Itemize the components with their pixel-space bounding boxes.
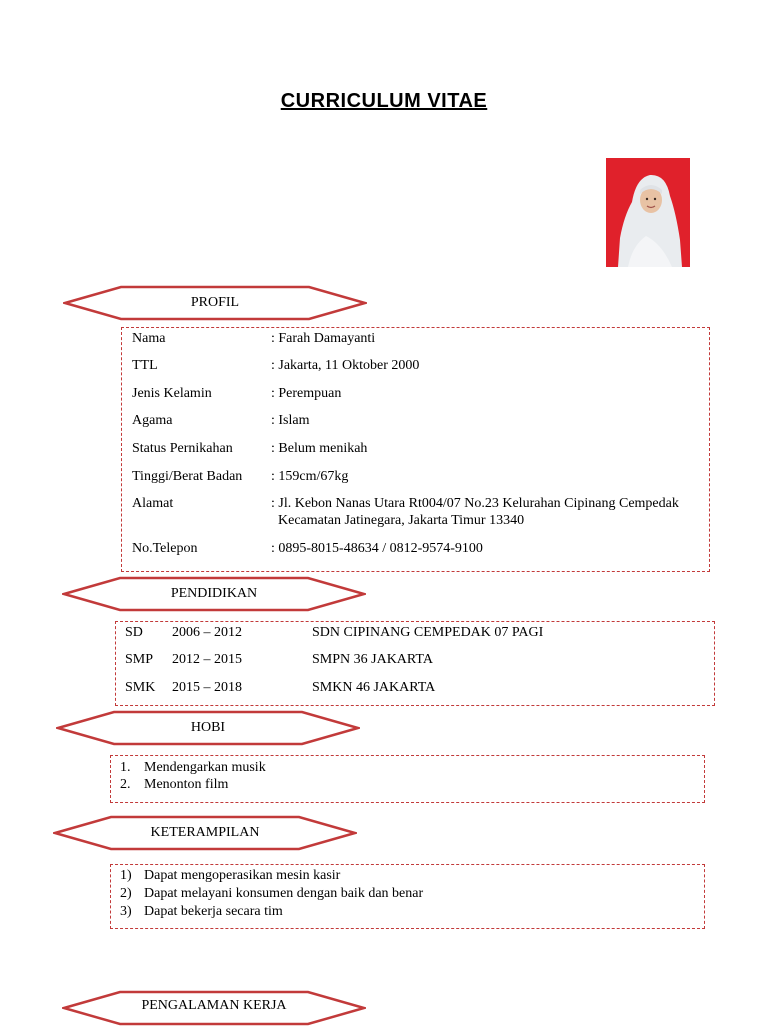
list-number: 2)	[120, 886, 132, 901]
section-banner-profil	[63, 285, 367, 321]
value-jenis-kelamin: : Perempuan	[271, 386, 342, 401]
education-level: SMK	[125, 680, 156, 695]
hobby-text: Menonton film	[144, 777, 229, 792]
section-banner-pengalaman-kerja	[62, 990, 366, 1026]
portrait-photo	[606, 158, 690, 267]
list-number: 1)	[120, 868, 132, 883]
value-nama: : Farah Damayanti	[271, 331, 376, 346]
education-school: SMKN 46 JAKARTA	[312, 680, 436, 695]
education-years: 2015 – 2018	[172, 680, 242, 695]
section-banner-keterampilan	[53, 815, 357, 851]
hobby-text: Mendengarkan musik	[144, 760, 266, 775]
list-number: 1.	[120, 760, 131, 775]
section-title-profil: PROFIL	[190, 295, 240, 310]
education-level: SMP	[125, 652, 154, 667]
value-agama: : Islam	[271, 413, 310, 428]
label-ttl: TTL	[132, 358, 158, 373]
value-ttl: : Jakarta, 11 Oktober 2000	[271, 358, 420, 373]
list-number: 2.	[120, 777, 131, 792]
skill-text: Dapat melayani konsumen dengan baik dan benar	[144, 886, 424, 901]
label-tinggi-berat: Tinggi/Berat Badan	[132, 469, 243, 484]
skill-text: Dapat mengoperasikan mesin kasir	[144, 868, 341, 883]
label-nama: Nama	[132, 331, 166, 346]
section-title-hobi: HOBI	[190, 720, 226, 735]
skill-text: Dapat bekerja secara tim	[144, 904, 283, 919]
page-title: CURRICULUM VITAE	[280, 90, 488, 112]
section-banner-hobi	[56, 710, 360, 746]
value-alamat: : Jl. Kebon Nanas Utara Rt004/07 No.23 Kelurahan Cipinang Cempedak	[271, 496, 679, 511]
section-title-pengalaman-kerja: PENGALAMAN KERJA	[141, 998, 287, 1013]
education-level: SD	[125, 625, 143, 640]
section-title-pendidikan: PENDIDIKAN	[170, 586, 258, 601]
education-years: 2006 – 2012	[172, 625, 242, 640]
education-years: 2012 – 2015	[172, 652, 242, 667]
value-alamat-line2: Kecamatan Jatinegara, Jakarta Timur 13340	[278, 513, 525, 528]
label-agama: Agama	[132, 413, 173, 428]
label-status: Status Pernikahan	[132, 441, 233, 456]
label-alamat: Alamat	[132, 496, 174, 511]
label-jenis-kelamin: Jenis Kelamin	[132, 386, 212, 401]
education-school: SMPN 36 JAKARTA	[312, 652, 433, 667]
label-telepon: No.Telepon	[132, 541, 198, 556]
value-status: : Belum menikah	[271, 441, 368, 456]
portrait-icon	[606, 158, 690, 267]
value-telepon: : 0895-8015-48634 / 0812-9574-9100	[271, 541, 483, 556]
education-school: SDN CIPINANG CEMPEDAK 07 PAGI	[312, 625, 544, 640]
value-tinggi-berat: : 159cm/67kg	[271, 469, 349, 484]
section-title-keterampilan: KETERAMPILAN	[150, 825, 260, 840]
list-number: 3)	[120, 904, 132, 919]
section-banner-pendidikan	[62, 576, 366, 612]
